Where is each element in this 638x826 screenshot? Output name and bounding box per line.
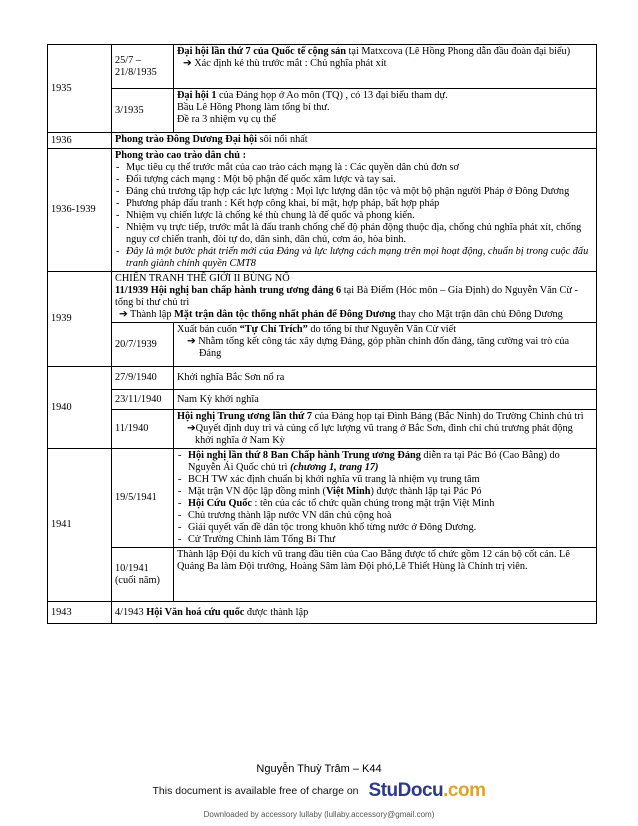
event-cell bbox=[174, 323, 597, 367]
list-item: - Nhiệm vụ chiến lược là chống kẻ thù chung là đế quốc và phong kiến. bbox=[115, 210, 593, 222]
event-text: Bầu Lê Hồng Phong làm tổng bí thư. bbox=[177, 102, 330, 113]
event-text: của Đảng họp ở Ao môn (TQ) , có 13 đại biểu tham dự. bbox=[216, 90, 448, 101]
table-row bbox=[48, 367, 597, 390]
event-text: diễn ra tại Pác Bó (Cao Bằng) do Nguyễn Ái Quốc chủ trì bbox=[188, 450, 560, 473]
year-cell: 1939 bbox=[48, 272, 112, 367]
event-cell: Khởi nghĩa Bắc Sơn nổ ra bbox=[174, 367, 597, 390]
table-row bbox=[48, 548, 597, 602]
event-text: sôi nổi nhất bbox=[257, 134, 308, 145]
year-cell: 1940 bbox=[48, 367, 112, 449]
year-cell: 1935 bbox=[48, 45, 112, 133]
event-cell bbox=[112, 149, 597, 272]
bold-text: Hội Văn hoá cứu quốc bbox=[146, 606, 245, 618]
table-row bbox=[48, 149, 597, 272]
year-cell: 1936-1939 bbox=[48, 149, 112, 272]
bold-text: Phong trào Đông Dương Đại hội bbox=[115, 134, 258, 145]
logo-part: Docu bbox=[397, 780, 444, 801]
list-item-italic: - Đây là một bước phát triển mới của Đảng và lực lượng cách mạng trên mọi hoạt động, chuẩn bị trong cuộc đấu tranh giành chính quyền CMT8 bbox=[115, 246, 593, 270]
date-cell: 23/11/1940 bbox=[112, 390, 174, 410]
date-cell: 25/7 – 21/8/1935 bbox=[112, 45, 174, 89]
document-page bbox=[47, 44, 597, 624]
event-text: tại Bà Điểm (Hóc môn – Gia Định) do Nguyễn Văn Cừ - tổng bí thư chủ trì bbox=[115, 285, 578, 308]
bold-text: Hội nghị Trung ương lần thứ 7 bbox=[177, 411, 312, 422]
list-item: - Giải quyết vấn đề dân tộc trong khuôn khổ từng nước ở Đông Dương. bbox=[177, 522, 593, 534]
list-item: - Đảng chủ trương tập hợp các lực lượng : Mọi lực lượng dân tộc và một bộ phận người Pháp ở Đông Dương bbox=[115, 186, 593, 198]
logo-part: Stu bbox=[368, 780, 398, 801]
date-cell: 10/1941 (cuối năm) bbox=[112, 548, 174, 602]
event-cell bbox=[174, 449, 597, 548]
arrow-icon: ➔ bbox=[187, 423, 196, 434]
event-text: Xuất bản cuốn bbox=[177, 324, 240, 335]
list-item bbox=[177, 498, 593, 510]
event-text: Đề ra 3 nhiệm vụ cụ thể bbox=[177, 114, 276, 125]
list-item: - Đối tượng cách mạng : Một bộ phận đế quốc xâm lược và tay sai. bbox=[115, 174, 593, 186]
event-text: tại Matxcova (Lê Hồng Phong dẫn đầu đoàn đại biểu) bbox=[345, 46, 571, 57]
list-item: - Nhiệm vụ trực tiếp, trước mắt là đấu tranh chống chế độ phản động thuộc địa, chống chủ nghĩa phát xít, chống nguy cơ chiến tranh, đòi tự do, dân sinh, dân chủ, cơm áo, hòa bình. bbox=[115, 222, 593, 246]
event-text: : tên của các tổ chức quần chúng trong mặt trận Việt Minh bbox=[251, 498, 495, 509]
table-row bbox=[48, 602, 597, 624]
event-text: 4/1943 bbox=[115, 606, 147, 618]
year-cell: 1936 bbox=[48, 133, 112, 149]
date-cell: 20/7/1939 bbox=[112, 323, 174, 367]
list-item bbox=[177, 450, 593, 474]
table-row bbox=[48, 449, 597, 548]
event-cell bbox=[174, 45, 597, 89]
bold-text: Đại hội 1 bbox=[177, 90, 217, 101]
event-cell bbox=[174, 410, 597, 449]
bold-text: Mặt trận dân tộc thống nhất phản đế Đông Dương bbox=[174, 309, 396, 320]
table-row bbox=[48, 410, 597, 449]
bullet-list bbox=[177, 450, 593, 546]
event-cell bbox=[174, 89, 597, 133]
event-text: Quyết định duy trì và củng cố lực lượng vũ trang ở Bắc Sơn, đình chỉ chủ trương phát động khởi nghĩa ở Nam Kỳ bbox=[195, 423, 573, 446]
list-item bbox=[177, 486, 593, 498]
citation-text: (chương 1, trang 17) bbox=[290, 462, 379, 473]
event-text: Xác định kẻ thù trước mắt : Chủ nghĩa phát xít bbox=[194, 58, 387, 69]
bold-text: 11/1939 Hội nghị ban chấp hành trung ương đảng 6 bbox=[115, 285, 342, 296]
event-cell bbox=[112, 133, 597, 149]
bullet-list bbox=[115, 162, 593, 270]
bold-text: Hội Cứu Quốc bbox=[188, 498, 252, 509]
event-cell: Nam Kỳ khởi nghĩa bbox=[174, 390, 597, 410]
year-cell: 1941 bbox=[48, 449, 112, 602]
table-row bbox=[48, 272, 597, 323]
bold-text: Việt Minh bbox=[325, 486, 371, 497]
bold-text: Hội nghị lần thứ 8 Ban Chấp hành Trung ương Đảng bbox=[188, 450, 421, 461]
bold-text: “Tự Chỉ Trích” bbox=[239, 324, 308, 335]
list-item: - Cử Trường Chinh làm Tổng Bí Thư bbox=[177, 534, 593, 546]
table-row bbox=[48, 45, 597, 89]
history-table bbox=[47, 44, 597, 624]
list-item: - Phương pháp đấu tranh : Kết hợp công khai, bí mật, hợp pháp, bất hợp pháp bbox=[115, 198, 593, 210]
arrow-icon: ➔ bbox=[187, 336, 196, 347]
table-row bbox=[48, 133, 597, 149]
table-row bbox=[48, 323, 597, 367]
footer-author: Nguyễn Thuỳ Trâm – K44 bbox=[256, 763, 382, 775]
event-text: Nhằm tổng kết công tác xây dựng Đảng, góp phần chỉnh đốn đảng, tăng cường vai trò của Đảng bbox=[198, 336, 570, 359]
list-item: - Mục tiêu cụ thể trước mắt của cao trào cách mạng là : Các quyền dân chủ đơn sơ bbox=[115, 162, 593, 174]
date-cell: 3/1935 bbox=[112, 89, 174, 133]
table-row bbox=[48, 390, 597, 410]
list-item: - Chủ trương thành lập nước VN dân chủ cộng hoà bbox=[177, 510, 593, 522]
studocu-banner[interactable] bbox=[0, 780, 638, 806]
event-cell bbox=[112, 602, 597, 624]
banner-text: This document is available free of charge on bbox=[152, 785, 359, 797]
logo-part: .com bbox=[443, 780, 486, 801]
event-text: do tổng bí thư Nguyễn Văn Cừ viết bbox=[307, 324, 457, 335]
event-text: CHIẾN TRANH THẾ GIỚI II BÙNG NỔ bbox=[115, 273, 290, 284]
event-text: ) được thành lập tại Pác Pó bbox=[370, 486, 482, 497]
section-title: Phong trào cao trào dân chủ : bbox=[115, 150, 246, 161]
event-cell: Thành lập Đội du kích vũ trang đầu tiên của Cao Bằng được tổ chức gồm 12 cán bộ cốt cán. Lê Quảng Ba làm Đội trưởng, Hoàng Sâm làm Đội phó,Lê Thiết Hùng là Chính trị viên. bbox=[174, 548, 597, 602]
download-notice: Downloaded by accessory lullaby (lullaby.accessory@gmail.com) bbox=[203, 810, 435, 819]
event-text: thay cho Mặt trận dân chủ Đông Dương bbox=[395, 309, 563, 320]
bold-text: Đại hội lần thứ 7 của Quốc tế cộng sản bbox=[177, 46, 346, 57]
table-row bbox=[48, 89, 597, 133]
date-cell: 11/1940 bbox=[112, 410, 174, 449]
studocu-logo[interactable] bbox=[369, 780, 486, 801]
event-text: được thành lập bbox=[244, 606, 309, 618]
date-cell: 19/5/1941 bbox=[112, 449, 174, 548]
event-text: Mặt trận VN độc lập đồng minh ( bbox=[188, 486, 326, 497]
year-cell: 1943 bbox=[48, 602, 112, 624]
event-cell bbox=[112, 272, 597, 323]
event-text: của Đảng họp tại Đình Bảng (Bắc Ninh) do Trường Chinh chủ trì bbox=[312, 411, 584, 422]
list-item: - BCH TW xác định chuẩn bị khởi nghĩa vũ trang là nhiệm vụ trung tâm bbox=[177, 474, 593, 486]
arrow-icon: ➔ bbox=[183, 58, 192, 69]
event-text: Thành lập bbox=[130, 309, 175, 320]
date-cell: 27/9/1940 bbox=[112, 367, 174, 390]
arrow-icon: ➔ bbox=[119, 309, 128, 320]
